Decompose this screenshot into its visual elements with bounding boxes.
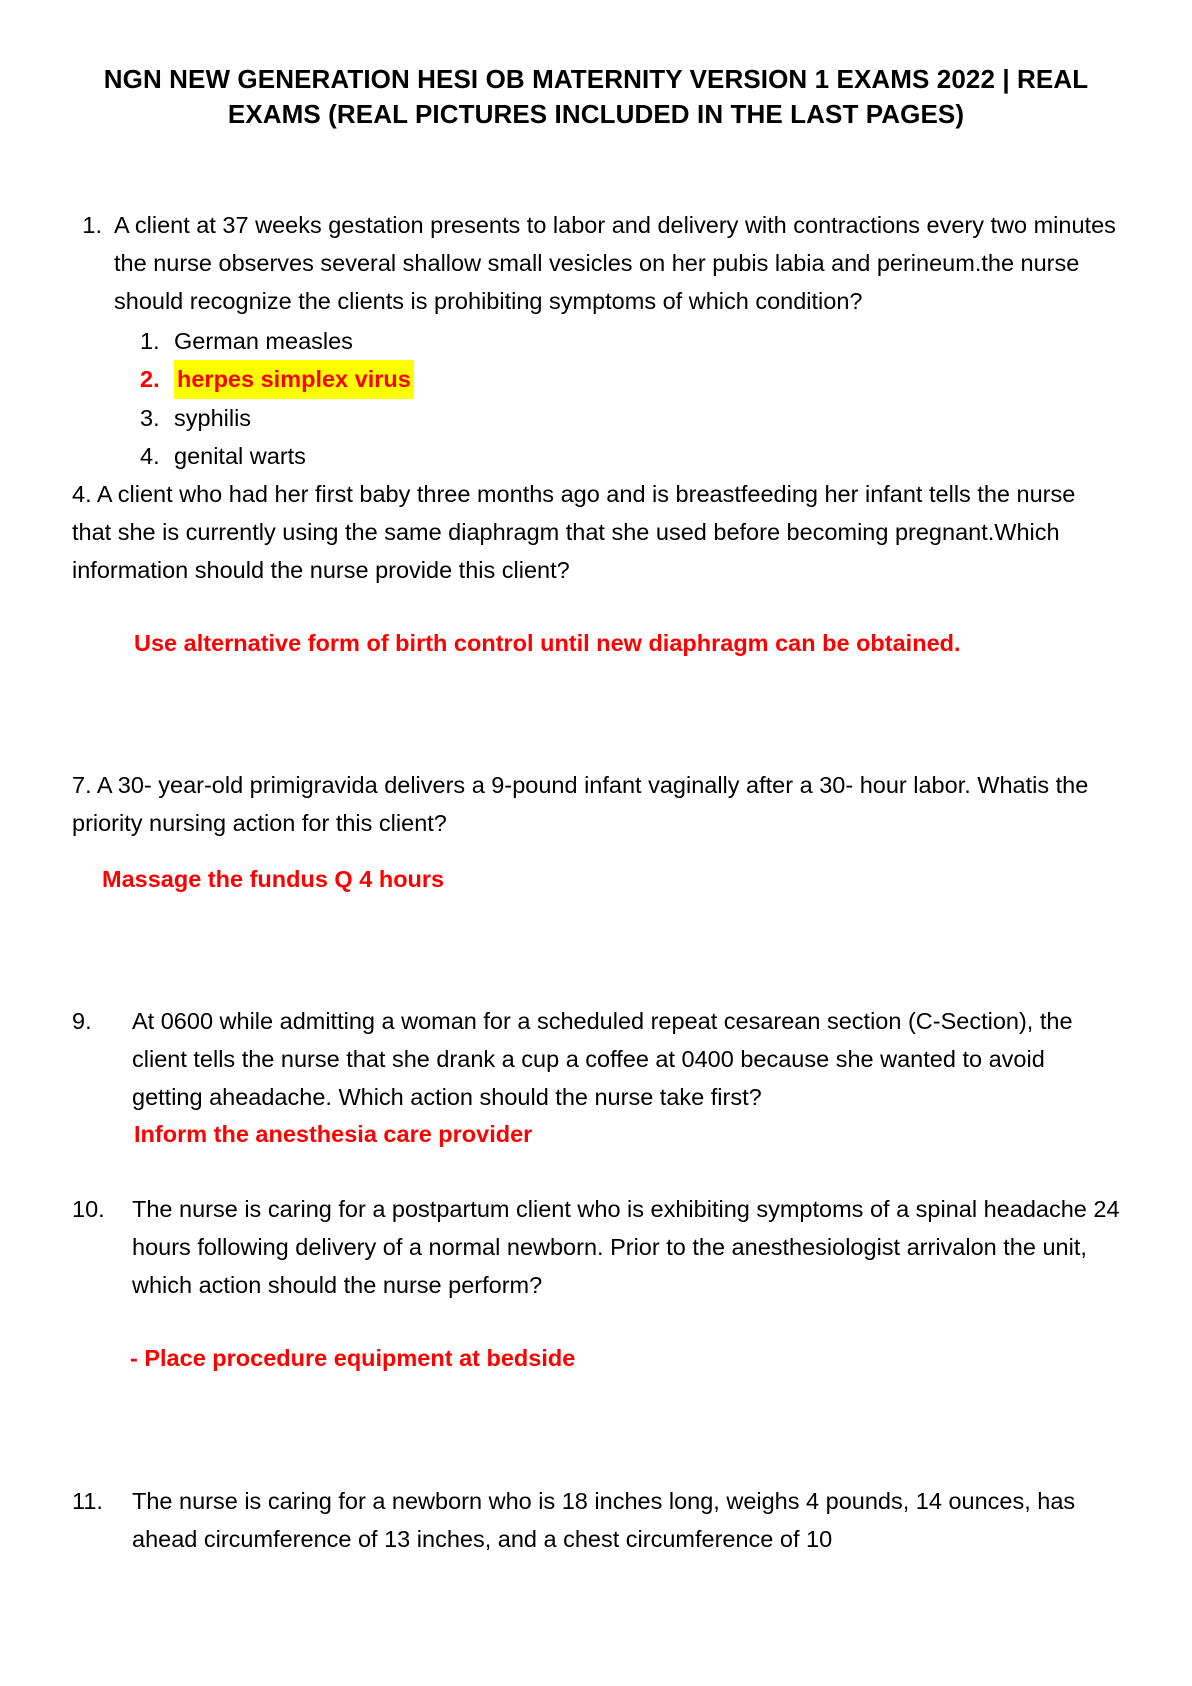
question-text: The nurse is caring for a postpartum client who is exhibiting symptoms of a spinal headache 24 hours following delivery of a normal newborn. Prior to the anesthesiologist arrivalon the unit, which action should the nurse perform? — [132, 1195, 1120, 1299]
spacer — [72, 589, 1120, 625]
option-row[interactable] — [140, 399, 1120, 437]
question-text: A client at 37 weeks gestation presents to labor and delivery with contractions every two minutes the nurse observes several shallow small vesicles on her pubis labia and perineum.the nurse should recognize the clients is prohibiting symptoms of which condition? — [114, 212, 1116, 315]
question-number: 4. — [72, 480, 92, 507]
question-number: 9. — [72, 1008, 92, 1035]
question-number: 11. — [72, 1487, 103, 1514]
question-item — [72, 475, 1120, 589]
option-row[interactable] — [140, 437, 1120, 475]
page-title: NGN NEW GENERATION HESI OB MATERNITY VERSION 1 EXAMS 2022 | REAL EXAMS (REAL PICTURES INCLUDED IN THE LAST PAGES) — [103, 64, 1089, 130]
spacer — [72, 1378, 1120, 1482]
option-row-selected[interactable] — [140, 360, 1120, 398]
option-number: 3. — [140, 404, 160, 431]
spacer — [72, 132, 1120, 206]
spacer — [72, 898, 1120, 1002]
question-item — [72, 766, 1120, 842]
spacer — [72, 1154, 1120, 1190]
question-text: The nurse is caring for a newborn who is 18 inches long, weighs 4 pounds, 14 ounces, has ahead circumference of 13 inches, and a chest circumference of 10 — [132, 1487, 1076, 1552]
question-text: At 0600 while admitting a woman for a scheduled repeat cesarean section (C-Section), the client tells the nurse that she drank a cup a coffee at 0400 because she wanted to avoid getting aheadache. Which action should the nurse take first? — [132, 1008, 1073, 1111]
option-label: syphilis — [174, 404, 252, 431]
question-item — [72, 1482, 1120, 1558]
option-row[interactable] — [140, 322, 1120, 360]
question-text: A 30- year-old primigravida delivers a 9-pound infant vaginally after a 30- hour labor. Whatis the priority nursing action for this client? — [72, 772, 1089, 837]
question-item — [72, 1190, 1120, 1304]
answer-options — [140, 322, 1120, 474]
option-number: 4. — [140, 442, 160, 469]
question-item — [72, 206, 1120, 320]
answer-text: Massage the fundus Q 4 hours — [102, 865, 445, 892]
spacer — [72, 843, 1120, 861]
question-text: A client who had her first baby three months ago and is breastfeeding her infant tells the nurse that she is currently using the same diaphragm that she used before becoming pregnant.Which information should the nurse provide this client? — [72, 480, 1076, 583]
option-number: 2. — [140, 366, 160, 393]
answer-text: - Place procedure equipment at bedside — [130, 1345, 576, 1372]
spacer — [72, 1304, 1120, 1340]
question-number: 7. — [72, 772, 92, 799]
option-label: genital warts — [174, 442, 306, 469]
answer-text: Use alternative form of birth control until new diaphragm can be obtained. — [134, 629, 961, 656]
question-number: 1. — [82, 212, 102, 239]
question-item — [72, 1002, 1120, 1116]
option-number: 1. — [140, 328, 160, 355]
spacer — [72, 662, 1120, 766]
option-label: German measles — [174, 328, 353, 355]
option-label-highlighted: herpes simplex virus — [174, 360, 414, 398]
answer-text: Inform the anesthesia care provider — [134, 1121, 533, 1148]
question-number: 10. — [72, 1195, 105, 1222]
